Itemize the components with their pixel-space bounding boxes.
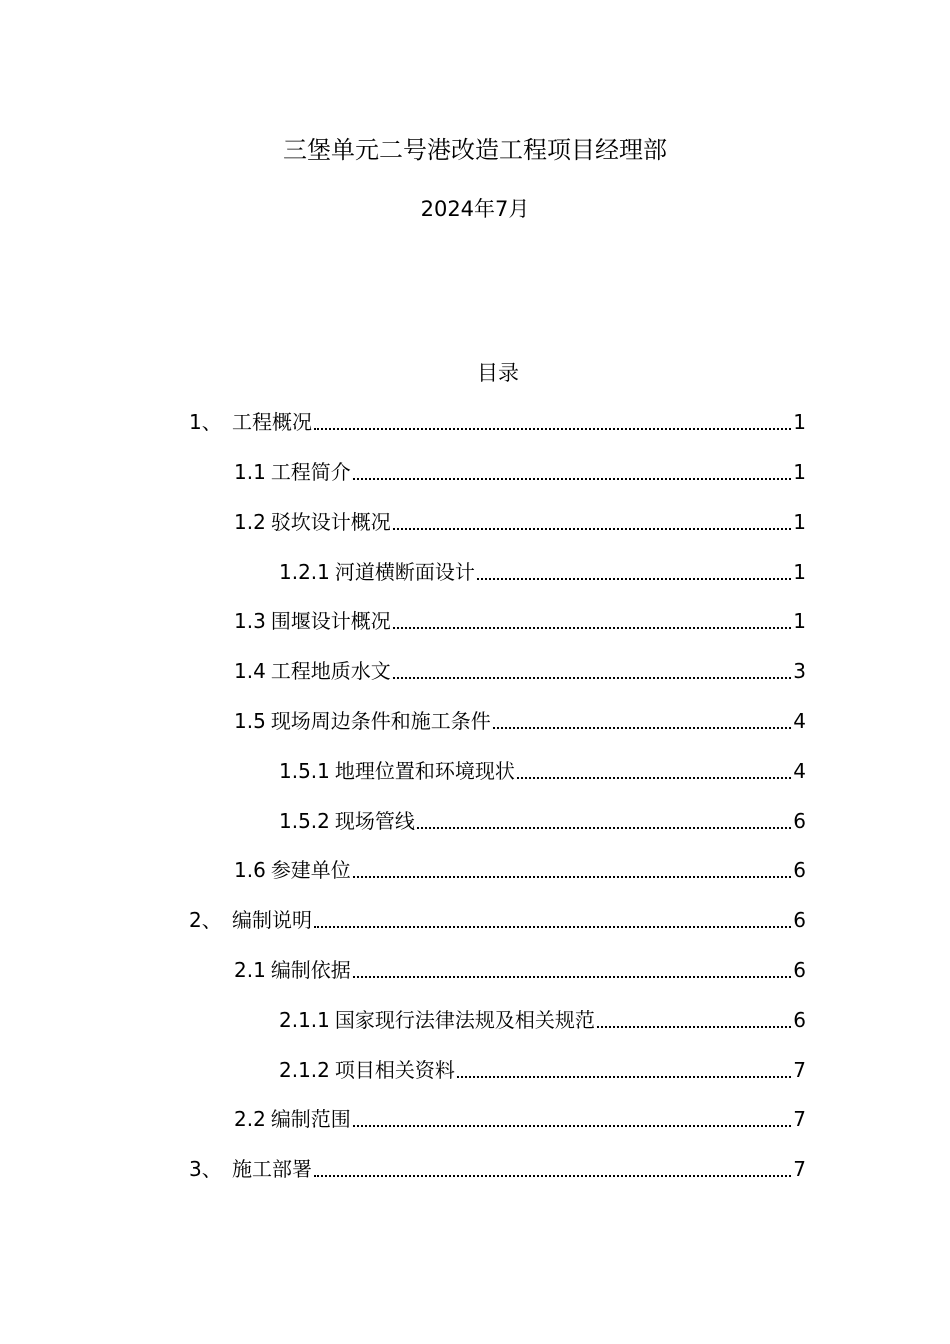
toc-leader-dots [393, 677, 791, 679]
toc-entry-page: 6 [793, 1008, 806, 1032]
toc-entry-number: 1.5 [234, 709, 266, 733]
toc-entry[interactable] [189, 905, 806, 935]
toc-leader-dots [393, 627, 791, 629]
toc-entry[interactable] [279, 557, 806, 587]
toc-entry-page: 3 [793, 659, 806, 683]
toc-entry-number: 3、 [189, 1157, 222, 1181]
toc-entry[interactable] [279, 756, 806, 786]
toc-entry-text: 现场周边条件和施工条件 [270, 709, 491, 733]
toc-leader-dots [493, 727, 791, 729]
toc-entry[interactable] [234, 507, 806, 537]
toc-entry[interactable] [279, 806, 806, 836]
toc-entry-page: 7 [793, 1107, 806, 1131]
toc-entry-number: 1.2 [234, 510, 266, 534]
toc-entry-text: 河道横断面设计 [334, 560, 475, 584]
toc-entry-text: 编制范围 [270, 1107, 351, 1131]
toc-entry-text: 项目相关资料 [334, 1058, 455, 1082]
toc-entry-text: 围堰设计概况 [270, 609, 391, 633]
toc-entry-number: 1.2.1 [279, 560, 330, 584]
document-date: 2024年7月 [420, 197, 530, 221]
toc-entry[interactable] [189, 1154, 806, 1184]
toc-entry[interactable] [234, 706, 806, 736]
toc-leader-dots [314, 428, 791, 430]
toc-entry[interactable] [234, 457, 806, 487]
toc-entry-text: 工程概况 [232, 410, 312, 434]
toc-leader-dots [353, 976, 791, 978]
toc-entry-number: 1.6 [234, 858, 266, 882]
toc-leader-dots [353, 1125, 791, 1127]
toc-leader-dots [353, 478, 791, 480]
toc-entry-page: 1 [793, 560, 806, 584]
toc-entry-number: 1、 [189, 410, 222, 434]
toc-leader-dots [597, 1026, 791, 1028]
toc-entry-number: 2.1 [234, 958, 266, 982]
toc-title: 目录 [477, 361, 519, 385]
toc-entry-number: 2.2 [234, 1107, 266, 1131]
toc-entry-page: 1 [793, 410, 806, 434]
toc-entry[interactable] [189, 407, 806, 437]
toc-entry-number: 2、 [189, 908, 222, 932]
toc-leader-dots [353, 876, 791, 878]
toc-entry[interactable] [234, 1104, 806, 1134]
toc-entry[interactable] [234, 855, 806, 885]
toc-leader-dots [314, 926, 791, 928]
toc-entry[interactable] [279, 1005, 806, 1035]
toc-entry[interactable] [234, 955, 806, 985]
toc-entry-page: 6 [793, 809, 806, 833]
toc-entry-page: 4 [793, 759, 806, 783]
toc-entry-text: 编制依据 [270, 958, 351, 982]
toc-entry-text: 编制说明 [232, 908, 312, 932]
toc-entry-page: 1 [793, 609, 806, 633]
toc-entry-text: 驳坎设计概况 [270, 510, 391, 534]
toc-entry-page: 1 [793, 460, 806, 484]
toc-leader-dots [393, 528, 791, 530]
toc-entry-number: 1.3 [234, 609, 266, 633]
toc-entry-page: 6 [793, 908, 806, 932]
toc-entry-page: 4 [793, 709, 806, 733]
toc-entry-page: 6 [793, 858, 806, 882]
toc-entry-text: 工程简介 [270, 460, 351, 484]
toc-entry-page: 6 [793, 958, 806, 982]
toc-entry-number: 2.1.2 [279, 1058, 330, 1082]
toc-entry-number: 1.5.2 [279, 809, 330, 833]
toc-leader-dots [477, 578, 791, 580]
toc-entry-text: 参建单位 [270, 858, 351, 882]
toc-entry-number: 2.1.1 [279, 1008, 330, 1032]
toc-entry-page: 1 [793, 510, 806, 534]
organization-name: 三堡单元二号港改造工程项目经理部 [283, 136, 667, 164]
toc-entry[interactable] [279, 1055, 806, 1085]
toc-entry-number: 1.4 [234, 659, 266, 683]
toc-entry-text: 施工部署 [232, 1157, 312, 1181]
toc-entry-number: 1.1 [234, 460, 266, 484]
toc-entry-text: 工程地质水文 [270, 659, 391, 683]
toc-entry-page: 7 [793, 1058, 806, 1082]
toc-entry-text: 国家现行法律法规及相关规范 [334, 1008, 595, 1032]
toc-leader-dots [517, 777, 791, 779]
toc-entry[interactable] [234, 606, 806, 636]
toc-entry-text: 地理位置和环境现状 [334, 759, 515, 783]
toc-entry-number: 1.5.1 [279, 759, 330, 783]
toc-leader-dots [314, 1175, 791, 1177]
toc-entry[interactable] [234, 656, 806, 686]
toc-entry-page: 7 [793, 1157, 806, 1181]
toc-leader-dots [417, 827, 791, 829]
toc-leader-dots [457, 1076, 791, 1078]
toc-entry-text: 现场管线 [334, 809, 415, 833]
